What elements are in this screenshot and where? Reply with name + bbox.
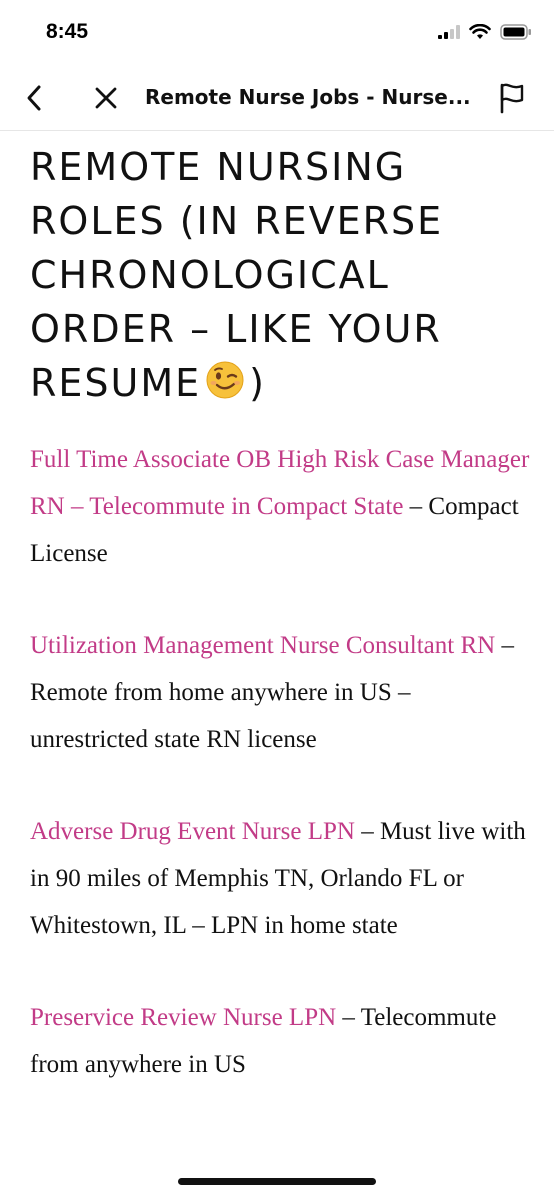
heading-text: REMOTE NURSING ROLES (IN REVERSE CHRONOLOGICAL ORDER – LIKE YOUR RESUME (30, 145, 444, 405)
job-description: – Must live with in 90 miles of Memphis TN, Orlando FL or Whitestown, IL – LPN in home state (30, 818, 526, 939)
status-bar (0, 0, 554, 66)
flag-button[interactable] (494, 80, 530, 116)
job-description: – Remote from home anywhere in US – unrestricted state RN license (30, 632, 514, 753)
job-description: – Compact License (30, 493, 519, 567)
back-chevron-icon (24, 84, 44, 112)
job-item (30, 808, 530, 949)
back-button[interactable] (16, 80, 52, 116)
close-button[interactable] (88, 80, 124, 116)
close-icon (94, 86, 118, 110)
article-heading (30, 140, 530, 410)
wifi-icon (469, 24, 491, 40)
job-description: – Telecommute from anywhere in US (30, 1004, 497, 1078)
battery-icon (500, 24, 532, 40)
heading-close: ) (249, 361, 266, 405)
status-time: 8:45 (46, 20, 89, 43)
job-item (30, 994, 530, 1088)
job-item (30, 622, 530, 763)
job-link[interactable]: Adverse Drug Event Nurse LPN (30, 818, 355, 845)
article-content (30, 140, 530, 1133)
job-link[interactable]: Preservice Review Nurse LPN (30, 1004, 337, 1031)
flag-icon (498, 82, 526, 114)
winking-face-icon (205, 360, 245, 400)
job-link[interactable]: Full Time Associate OB High Risk Case Manager RN – Telecommute in Compact State (30, 446, 530, 520)
page-title: Remote Nurse Jobs - Nurse... (145, 85, 471, 109)
job-item (30, 436, 530, 577)
nav-bar (0, 66, 554, 131)
status-icons (438, 24, 532, 40)
job-link[interactable]: Utilization Management Nurse Consultant RN (30, 632, 496, 659)
home-indicator[interactable] (178, 1178, 376, 1185)
signal-icon (438, 25, 460, 39)
